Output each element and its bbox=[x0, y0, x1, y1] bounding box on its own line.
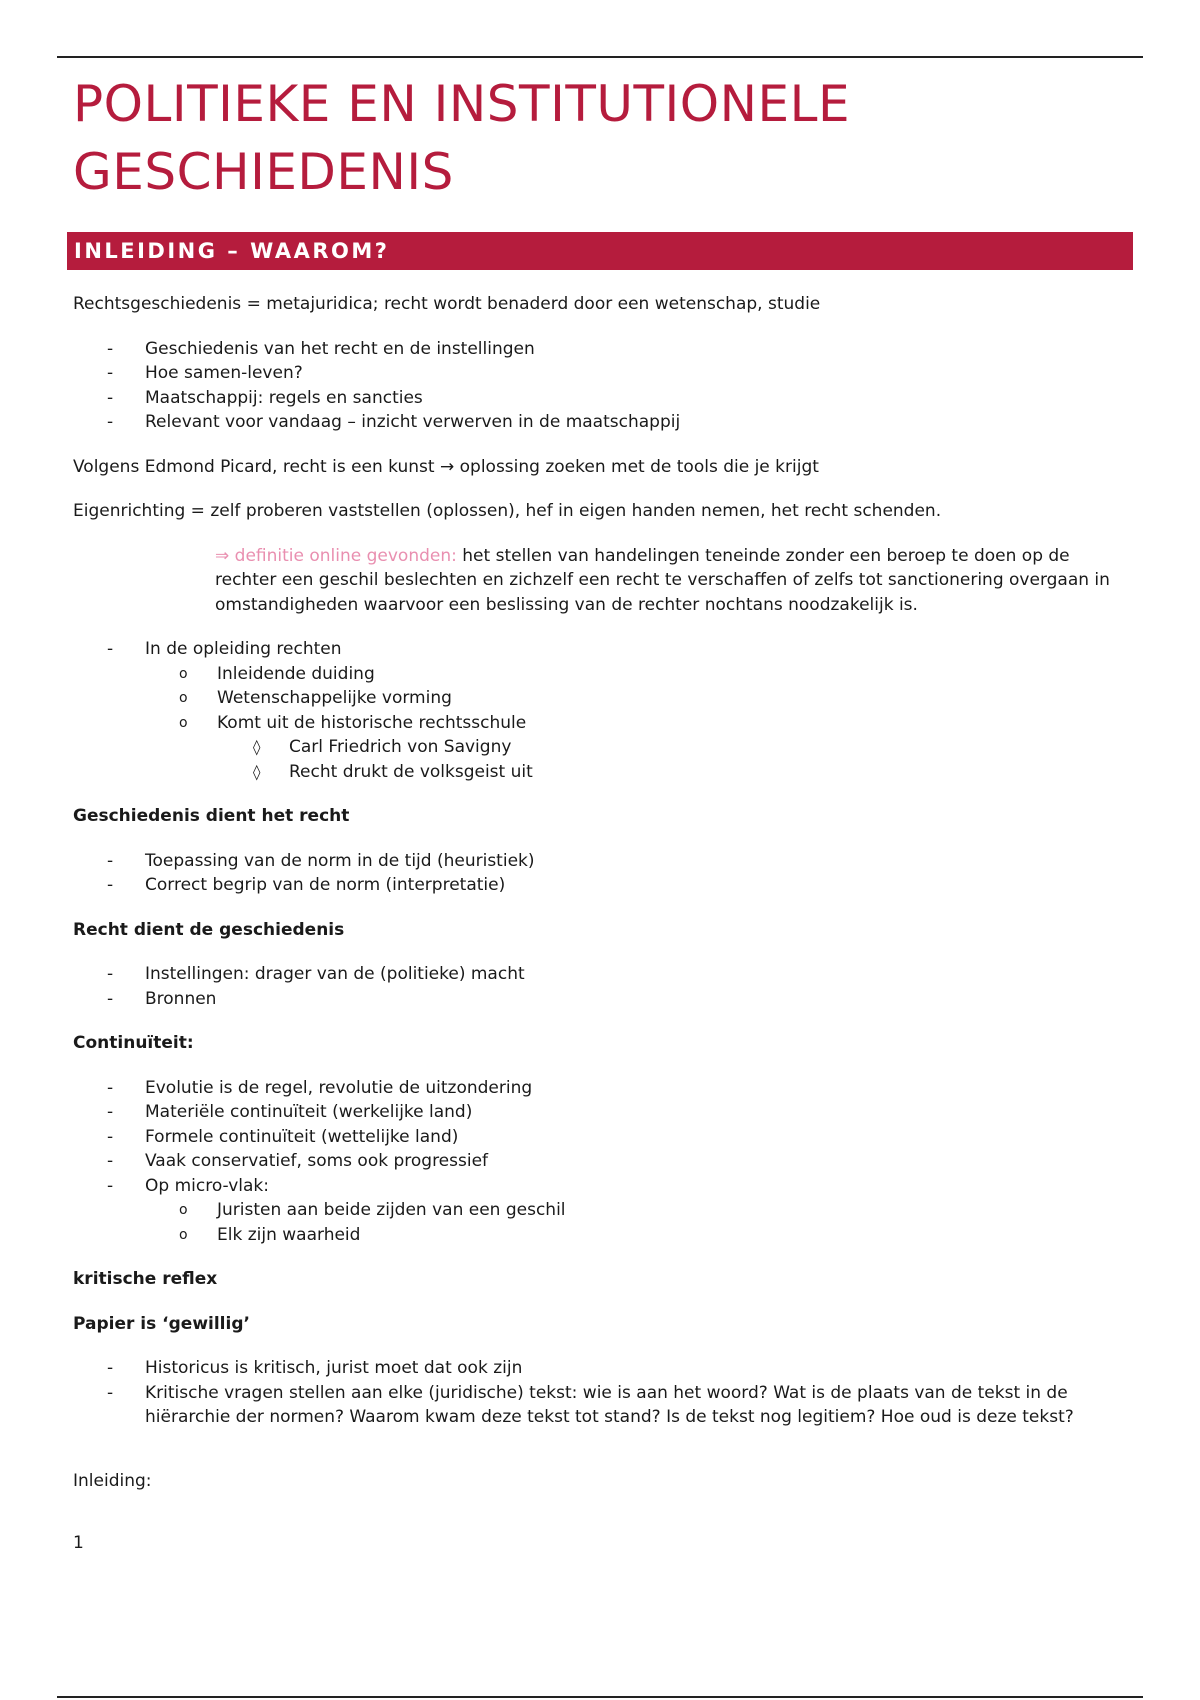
section-heading-bar: INLEIDING – WAAROM? bbox=[67, 232, 1133, 270]
list-item: - Vaak conservatief, soms ook progressief bbox=[73, 1149, 1133, 1174]
list-continuiteit bbox=[73, 1076, 1133, 1248]
sub-list-item: o Wetenschappelijke vorming bbox=[145, 686, 1133, 711]
list-item: - Hoe samen-leven? bbox=[73, 361, 1133, 386]
dash-bullet: - bbox=[107, 988, 114, 1009]
list-item: - Geschiedenis van het recht en de instellingen bbox=[73, 337, 1133, 362]
dash-bullet: - bbox=[107, 639, 114, 659]
definition-text: het stellen van handelingen teneinde zonder een beroep te doen op de rechter een geschil beslechten en zichzelf een recht te verschaffen of zelfs tot sanctionering overgaan in omstandigheden waarvoor een beslissing van de rechter nochtans noodzakelijk is. bbox=[215, 545, 1110, 615]
dash-bullet: - bbox=[107, 1126, 114, 1147]
dash-bullet: - bbox=[107, 1358, 114, 1378]
sub-list-item: o Elk zijn waarheid bbox=[145, 1223, 1133, 1248]
heading-geschiedenis-dient-recht: Geschiedenis dient het recht bbox=[73, 806, 350, 826]
circle-bullet: o bbox=[179, 690, 188, 706]
list-recht-dient-geschiedenis bbox=[73, 962, 1133, 1011]
circle-bullet: o bbox=[179, 1202, 188, 1218]
circle-bullet: o bbox=[179, 714, 188, 731]
list-item: - Relevant voor vandaag – inzicht verwerven in de maatschappij bbox=[73, 410, 1133, 435]
definition-label: definitie online gevonden: bbox=[234, 545, 457, 566]
circle-bullet: o bbox=[179, 1226, 188, 1243]
sub-sub-list-item: ◊ Carl Friedrich von Savigny bbox=[217, 735, 1133, 760]
diamond-bullet: ◊ bbox=[253, 762, 261, 781]
sublist-micro-vlak bbox=[145, 1198, 1133, 1247]
top-rule bbox=[57, 56, 1143, 58]
dash-bullet: - bbox=[107, 1382, 114, 1403]
diamond-bullet: ◊ bbox=[253, 738, 261, 756]
sub-list-item: o Komt uit de historische rechtsschule ◊ Carl Friedrich von Savigny ◊ Recht drukt de volksgeist uit bbox=[145, 711, 1133, 785]
footer-inleiding-label: Inleiding: bbox=[73, 1470, 152, 1491]
list-papier-gewillig bbox=[73, 1356, 1133, 1430]
sub-list-item: o Inleidende duiding bbox=[145, 662, 1133, 687]
list-opleiding bbox=[73, 637, 1133, 784]
sub-sub-list-item: ◊ Recht drukt de volksgeist uit bbox=[217, 760, 1133, 785]
heading-continuiteit: Continuïteit: bbox=[73, 1033, 194, 1053]
definition-arrow: ⇒ bbox=[215, 545, 235, 566]
heading-recht-dient-geschiedenis: Recht dient de geschiedenis bbox=[73, 919, 345, 940]
definition-block bbox=[215, 544, 1133, 618]
list-item: - Historicus is kritisch, jurist moet dat ook zijn bbox=[73, 1356, 1133, 1381]
list-recht-geschiedenis bbox=[73, 337, 1133, 435]
dash-bullet: - bbox=[107, 875, 114, 895]
list-item: - Formele continuïteit (wettelijke land) bbox=[73, 1125, 1133, 1150]
dash-bullet: - bbox=[107, 387, 114, 408]
list-item: - Op micro-vlak: o Juristen aan beide zijden van een geschil o Elk zijn waarheid bbox=[73, 1174, 1133, 1248]
picard-paragraph: Volgens Edmond Picard, recht is een kunst → oplossing zoeken met de tools die je krijgt bbox=[73, 456, 819, 477]
sublist-opleiding bbox=[145, 662, 1133, 785]
sub-list-item: o Juristen aan beide zijden van een geschil bbox=[145, 1198, 1133, 1223]
list-item: - Toepassing van de norm in de tijd (heuristiek) bbox=[73, 849, 1133, 874]
dash-bullet: - bbox=[107, 850, 114, 871]
page-number: 1 bbox=[73, 1533, 84, 1553]
list-item: - Materiële continuïteit (werkelijke land) bbox=[73, 1100, 1133, 1125]
list-item: - Maatschappij: regels en sancties bbox=[73, 386, 1133, 411]
dash-bullet: - bbox=[107, 412, 114, 432]
list-geschiedenis-dient-recht bbox=[73, 849, 1133, 898]
list-item: - Instellingen: drager van de (politieke) macht bbox=[73, 962, 1133, 987]
document-body bbox=[73, 292, 1133, 1576]
list-item: - In de opleiding rechten o Inleidende duiding o Wetenschappelijke vorming o Komt uit de historische rechtsschule ◊ Carl Friedrich von Savigny ◊ Recht drukt de volksgeist uit bbox=[73, 637, 1133, 784]
heading-kritische-reflex: kritische reflex bbox=[73, 1269, 218, 1289]
heading-papier-gewillig: Papier is ‘gewillig’ bbox=[73, 1313, 250, 1334]
list-item: - Kritische vragen stellen aan elke (juridische) tekst: wie is aan het woord? Wat is de plaats van de tekst in de hiërarchie der normen? Waarom kwam deze tekst tot stand? Is de tekst nog legitiem? Hoe oud is deze tekst? bbox=[107, 1382, 1074, 1427]
intro-paragraph: Rechtsgeschiedenis = metajuridica; recht wordt benaderd door een wetenschap, studie bbox=[73, 294, 821, 314]
title-line-1: POLITIEKE EN INSTITUTIONELE bbox=[73, 75, 851, 133]
dash-bullet: - bbox=[107, 1151, 114, 1171]
title-line-2: GESCHIEDENIS bbox=[73, 143, 454, 201]
dash-bullet: - bbox=[107, 338, 114, 359]
list-item: - Evolutie is de regel, revolutie de uitzondering bbox=[73, 1076, 1133, 1101]
dash-bullet: - bbox=[107, 964, 114, 984]
list-item: - Bronnen bbox=[73, 987, 1133, 1012]
dash-bullet: - bbox=[107, 1102, 114, 1122]
dash-bullet: - bbox=[107, 1175, 114, 1196]
circle-bullet: o bbox=[179, 665, 188, 682]
document-title bbox=[73, 70, 850, 206]
sublist-rechtsschule bbox=[217, 735, 1133, 784]
list-item: - Correct begrip van de norm (interpretatie) bbox=[73, 873, 1133, 898]
dash-bullet: - bbox=[107, 1077, 114, 1098]
bottom-rule bbox=[57, 1696, 1143, 1698]
dash-bullet: - bbox=[107, 363, 114, 383]
eigenrichting-paragraph: Eigenrichting = zelf proberen vaststellen (oplossen), hef in eigen handen nemen, het recht schenden. bbox=[73, 501, 942, 521]
